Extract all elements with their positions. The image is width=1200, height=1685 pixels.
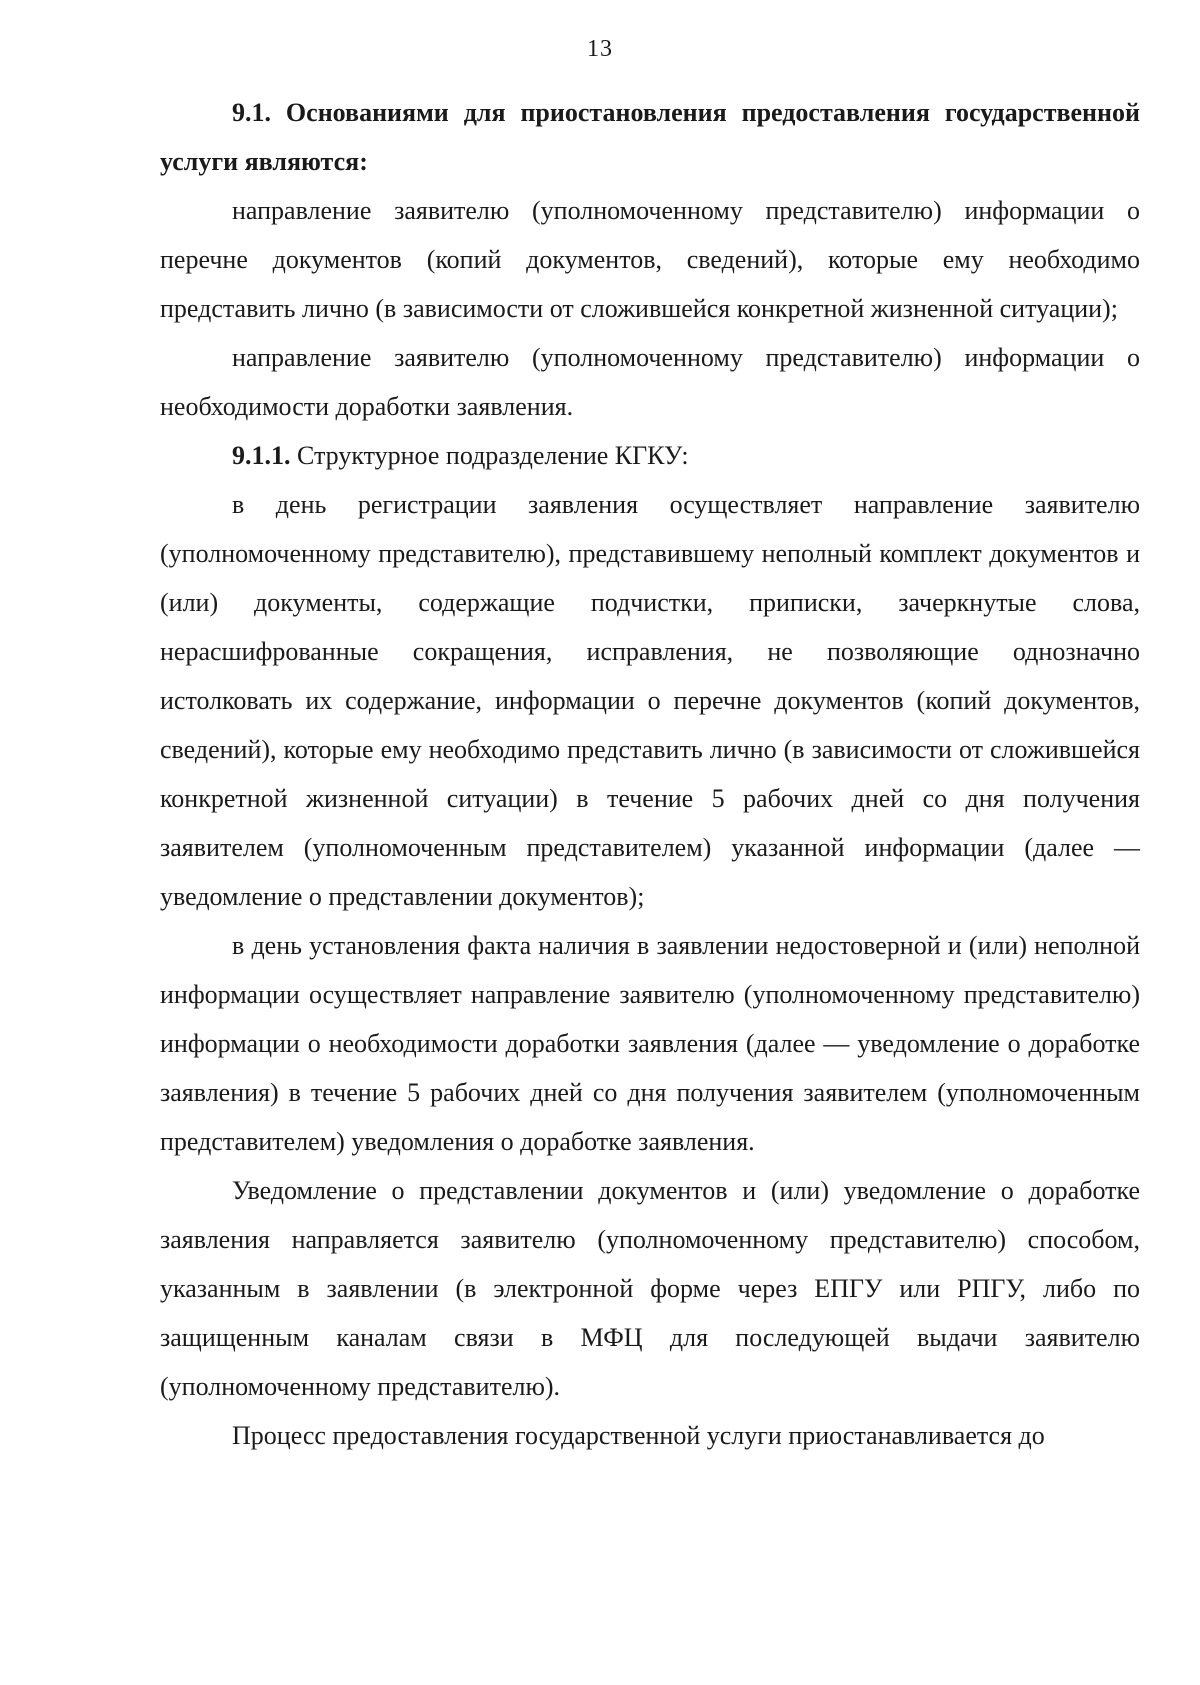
- section-item: направление заявителю (уполномоченному представителю) информации о необходимости доработки заявления.: [160, 343, 1140, 421]
- subsection-paragraph: в день установления факта наличия в заявлении недостоверной и (или) неполной информации осуществляет направление заявителю (уполномоченному представителю) информации о необходимости доработки заявления (далее — уведомление о доработке заявления) в течение 5 рабочих дней со дня получения заявителем (уполномоченным представителем) уведомления о доработке заявления.: [160, 931, 1140, 1156]
- subsection-paragraph: Уведомление о представлении документов и (или) уведомление о доработке заявления направляется заявителю (уполномоченному представителю) способом, указанным в заявлении (в электронной форме через ЕПГУ или РПГУ, либо по защищенным каналам связи в МФЦ для последующей выдачи заявителю (уполномоченному представителю).: [160, 1176, 1140, 1401]
- subsection-number: 9.1.1.: [232, 441, 291, 470]
- subsection-paragraph: в день регистрации заявления осуществляет направление заявителю (уполномоченному представителю), представившему неполный комплект документов и (или) документы, содержащие подчистки, приписки, зачеркнутые слова, нерасшифрованные сокращения, исправления, не позволяющие однозначно истолковать их содержание, информации о перечне документов (копий документов, сведений), которые ему необходимо представить лично (в зависимости от сложившейся конкретной жизненной ситуации) в течение 5 рабочих дней со дня получения заявителем (уполномоченным представителем) указанной информации (далее — уведомление о представлении документов);: [160, 490, 1140, 911]
- page-number: 13: [587, 36, 613, 62]
- section-heading: 9.1. Основаниями для приостановления предоставления государственной услуги являются:: [160, 98, 1140, 176]
- section-item: направление заявителю (уполномоченному представителю) информации о перечне документов (копий документов, сведений), которые ему необходимо представить лично (в зависимости от сложившейся конкретной жизненной ситуации);: [160, 196, 1140, 323]
- subsection-title: Структурное подразделение КГКУ:: [297, 441, 689, 470]
- document-body: [160, 88, 1140, 1460]
- subsection-paragraph: Процесс предоставления государственной услуги приостанавливается до: [232, 1421, 1045, 1450]
- subsection-heading: [160, 431, 1140, 480]
